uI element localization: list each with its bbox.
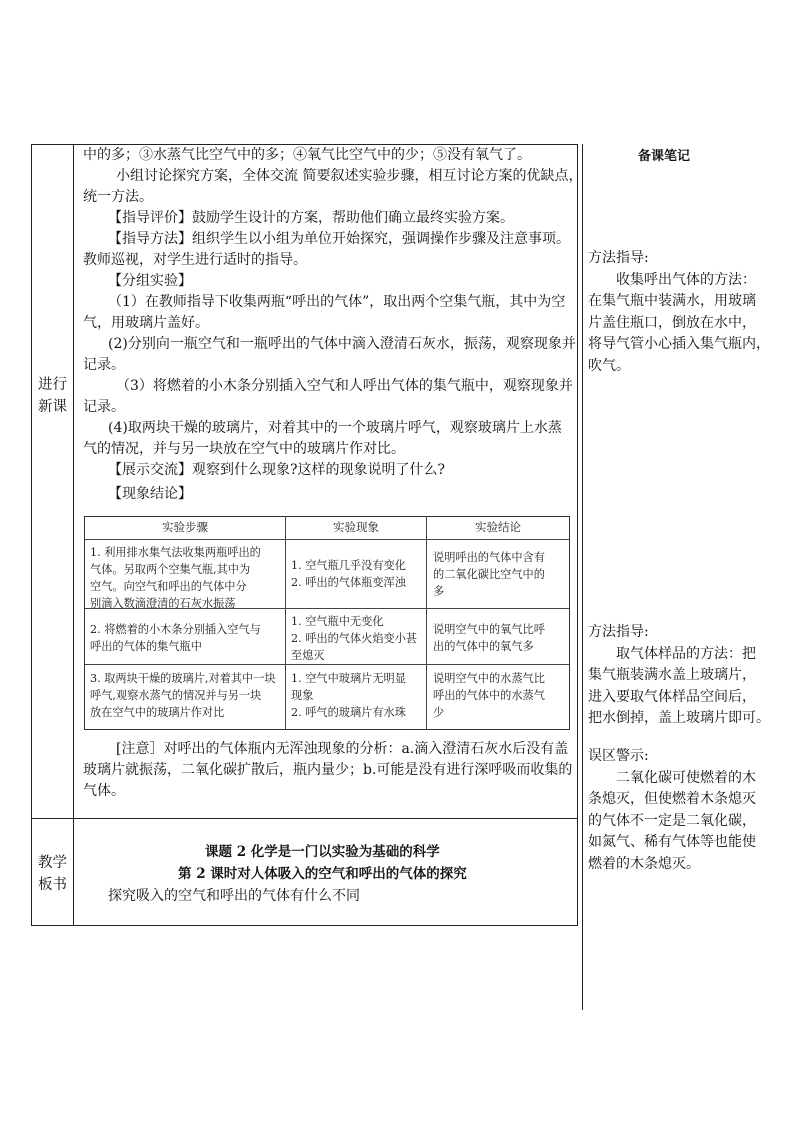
row-divider bbox=[85, 664, 569, 665]
table-row-1-phenomenon: 1. 空气瓶几乎没有变化 2. 呼出的气体瓶变浑浊 bbox=[291, 559, 406, 589]
table-label-divider bbox=[73, 144, 74, 926]
main-line: （1）在教师指导下收集两瓶“呼出的气体”，取出两个空集气瓶，其中为空 bbox=[108, 294, 566, 310]
main-line: （3）将燃着的小木条分别插入空气和人呼出气体的集气瓶中，观察现象并 bbox=[116, 378, 573, 394]
table-row-3-step: 3. 取两块干燥的玻璃片,对着其中一块 呼气,观察水蒸气的情况并与另一块 放在空气中的玻璃片作对比 bbox=[90, 672, 276, 719]
board-content: 探究吸入的空气和呼出的气体有什么不同 bbox=[108, 888, 360, 904]
main-line: 【指导评价】鼓励学生设计的方案，帮助他们确立最终实验方案。 bbox=[108, 210, 514, 226]
table-header: 实验现象 bbox=[333, 520, 379, 534]
main-line: 中的多；③水蒸气比空气中的多；④氧气比空气中的少；⑤没有氧气了。 bbox=[83, 147, 531, 163]
main-line: 小组讨论探究方案，全体交流 简要叙述实验步骤，相互讨论方案的优缺点， bbox=[116, 168, 583, 184]
table-bottom-border bbox=[31, 925, 578, 926]
row-label-lesson: 进行 新课 bbox=[38, 377, 67, 415]
notice-line: [注意］对呼出的气体瓶内无浑浊现象的分析：a.滴入澄清石灰水后没有盖 bbox=[116, 741, 569, 757]
table-row-divider bbox=[31, 818, 578, 819]
main-line: 记录。 bbox=[83, 357, 125, 373]
main-line: 【分组实验】 bbox=[108, 273, 192, 289]
notes-method-1: 方法指导: 收集呼出气体的方法： 在集气瓶中装满水，用玻璃 片盖住瓶口，倒放在水中， 将导气管小心插入集气瓶内， 吹气。 bbox=[588, 250, 770, 374]
table-left-border bbox=[31, 144, 32, 926]
main-line: 【指导方法】组织学生以小组为单位开始探究，强调操作步骤及注意事项。 bbox=[108, 231, 570, 247]
main-line: (2)分别向一瓶空气和一瓶呼出的气体中滴入澄清石灰水，振荡，观察现象并 bbox=[108, 336, 576, 352]
col-divider bbox=[285, 517, 286, 729]
main-line: (4)取两块干燥的玻璃片，对着其中的一个玻璃片呼气，观察玻璃片上水蒸 bbox=[108, 420, 562, 436]
main-line: 统一方法。 bbox=[83, 189, 153, 205]
notice-line: 气体。 bbox=[83, 783, 125, 799]
main-line: 气，用玻璃片盖好。 bbox=[83, 315, 209, 331]
experiment-table bbox=[84, 516, 570, 730]
table-header: 实验步骤 bbox=[162, 520, 208, 534]
table-row-2-conclusion: 说明空气中的氧气比呼 出的气体中的氧气多 bbox=[433, 623, 545, 653]
table-header: 实验结论 bbox=[475, 520, 521, 534]
row-divider bbox=[85, 539, 569, 540]
board-title: 课题 2 化学是一门以实验为基础的科学 bbox=[205, 844, 440, 860]
notes-column-border bbox=[582, 144, 583, 1010]
notes-warning: 误区警示: 二氧化碳可使燃着的木 条熄灭，但使燃着木条熄灭 的气体不一定是二氧化碳， 如氮气、稀有气体等也能使 燃着的木条熄灭。 bbox=[588, 748, 756, 872]
col-divider bbox=[426, 517, 427, 729]
table-row-3-conclusion: 说明空气中的水蒸气比 呼出的气体中的水蒸气 少 bbox=[433, 672, 545, 719]
table-row-3-phenomenon: 1. 空气中玻璃片无明显 现象 2. 呼气的玻璃片有水珠 bbox=[291, 672, 406, 719]
main-line: 气的情况，并与另一块放在空气中的玻璃片作对比。 bbox=[83, 441, 405, 457]
row-label-board: 教学 板书 bbox=[38, 855, 67, 893]
notice-line: 玻璃片就振荡，二氧化碳扩散后，瓶内量少；b.可能是没有进行深呼吸而收集的 bbox=[83, 762, 573, 778]
notes-method-2: 方法指导: 取气体样品的方法：把 集气瓶装满水盖上玻璃片， 进入要取气体样品空间后， 把水倒掉，盖上玻璃片即可。 bbox=[588, 624, 770, 726]
table-row-2-phenomenon: 1. 空气瓶中无变化 2. 呼出的气体火焰变小甚 至熄灭 bbox=[291, 615, 418, 662]
main-line: 【现象结论】 bbox=[108, 486, 192, 502]
main-line: 教师巡视，对学生进行适时的指导。 bbox=[83, 252, 307, 268]
notes-title: 备课笔记 bbox=[638, 149, 691, 164]
main-line: 【展示交流】观察到什么现象?这样的现象说明了什么? bbox=[108, 462, 446, 478]
table-right-border bbox=[577, 144, 578, 926]
table-row-1-step: 1. 利用排水集气法收集两瓶呼出的 气体。另取两个空集气瓶,其中为 空气。向空气和呼出的气体中分 别滴入数滴澄清的石灰水振荡 bbox=[90, 546, 261, 610]
main-line: 记录。 bbox=[83, 399, 125, 415]
table-row-2-step: 2. 将燃着的小木条分别插入空气与 呼出的气体的集气瓶中 bbox=[90, 623, 261, 653]
table-row-1-conclusion: 说明呼出的气体中含有 的二氧化碳比空气中的 多 bbox=[433, 551, 545, 598]
board-subtitle: 第 2 课时对人体吸入的空气和呼出的气体的探究 bbox=[178, 866, 467, 882]
